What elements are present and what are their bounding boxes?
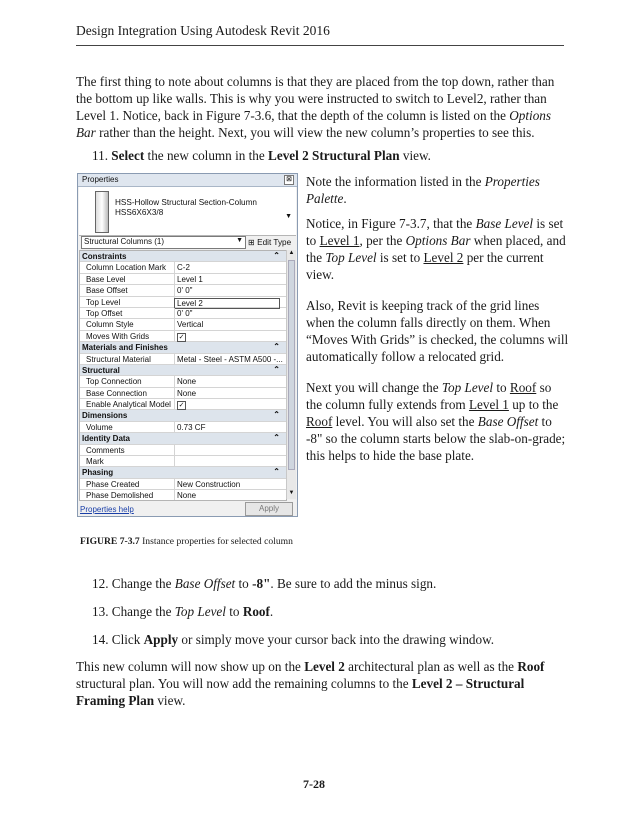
property-value[interactable]: Metal - Steel - ASTM A500 -...	[177, 354, 283, 364]
step-text: to	[225, 604, 243, 619]
property-value[interactable]: None	[177, 377, 197, 387]
side-note-3: Also, Revit is keeping track of the grid lines when the column falls directly on them. When “Moves With Grids” is checked, the columns will automatically follow a relocated grid.	[306, 298, 569, 364]
property-name: Base Level	[86, 274, 126, 284]
column-divider	[174, 445, 175, 455]
property-name: Structural Material	[86, 354, 151, 364]
outro-paragraph	[76, 658, 568, 709]
property-value[interactable]: 0' 0"	[177, 308, 193, 318]
column-divider	[174, 399, 175, 409]
side-text: when placed, and the	[306, 233, 566, 265]
caption-label: FIGURE 7-3.7	[80, 536, 140, 547]
side-italic: Top Level	[441, 380, 494, 395]
property-name: Moves With Grids	[86, 331, 150, 341]
step-number: 13.	[92, 604, 109, 619]
column-divider	[174, 388, 175, 398]
step-bold: Level 2 Structural Plan	[268, 148, 400, 163]
group-header[interactable]	[80, 467, 286, 478]
side-text: up to the	[508, 397, 559, 412]
side-text: , per the	[359, 233, 406, 248]
property-row[interactable]	[80, 490, 286, 501]
collapse-icon[interactable]: ⌃	[273, 364, 280, 374]
step-12	[92, 575, 436, 592]
column-divider	[174, 319, 175, 329]
collapse-icon[interactable]: ⌃	[273, 467, 280, 477]
step-text: Click	[111, 632, 144, 647]
side-italic: Base Offset	[477, 414, 539, 429]
property-name: Column Style	[86, 320, 134, 330]
group-header[interactable]	[80, 342, 286, 353]
property-name: Column Location Mark	[86, 263, 167, 273]
property-row[interactable]	[80, 445, 286, 456]
property-row[interactable]	[80, 354, 286, 365]
palette-title: Properties	[82, 175, 119, 184]
property-row[interactable]	[80, 285, 286, 296]
side-text: per the current view.	[306, 250, 544, 282]
column-divider	[174, 308, 175, 318]
side-text: to -8" so the column starts below the slab-on-grade; this helps to hide the base plate.	[306, 414, 566, 463]
close-icon[interactable]: ⊠	[284, 175, 294, 185]
property-row[interactable]	[80, 262, 286, 273]
property-name: Top Connection	[86, 377, 142, 387]
step-text: Change the	[111, 604, 175, 619]
group-name: Materials and Finishes	[82, 343, 168, 353]
property-row[interactable]	[80, 331, 286, 342]
column-divider	[174, 422, 175, 432]
apply-button[interactable]: Apply	[245, 502, 293, 516]
step-13	[92, 603, 273, 620]
property-name: Top Offset	[86, 308, 123, 318]
page-number: 7-28	[303, 777, 325, 791]
side-text: .	[343, 191, 347, 206]
property-row[interactable]	[80, 388, 286, 399]
property-name: Volume	[86, 422, 113, 432]
property-value[interactable]: 0' 0"	[177, 286, 193, 296]
column-thumbnail-icon	[95, 191, 109, 233]
side-text: Note the information listed in the	[306, 174, 485, 189]
column-divider	[174, 262, 175, 272]
side-underline: Level 2	[423, 250, 464, 265]
side-text: Notice, in Figure 7-3.7, that the	[306, 216, 476, 231]
scroll-up-icon[interactable]: ▲	[288, 250, 295, 256]
edit-type-button[interactable]	[248, 237, 291, 247]
outro-text: structural plan. You will now add the remaining columns to the	[76, 676, 412, 691]
property-row[interactable]	[80, 297, 286, 308]
property-row[interactable]	[80, 456, 286, 467]
step-text: . Be sure to add the minus sign.	[270, 576, 437, 591]
running-header: Design Integration Using Autodesk Revit 2016	[76, 23, 330, 38]
side-text: so the column fully extends from	[306, 380, 552, 412]
step-italic: Top Level	[174, 604, 226, 619]
side-note-4	[306, 379, 570, 464]
checkbox[interactable]: ✓	[178, 333, 185, 341]
type-name	[115, 198, 257, 218]
step-text: .	[269, 604, 274, 619]
property-value-field[interactable]: Level 2	[174, 298, 280, 309]
step-14	[92, 631, 494, 648]
side-underline: Level 1	[468, 397, 509, 412]
column-divider	[174, 456, 175, 466]
type-selector[interactable]	[79, 187, 296, 236]
outro-text: This new column will now show up on the	[76, 659, 305, 674]
property-row[interactable]	[80, 376, 286, 387]
properties-palette	[77, 173, 298, 517]
collapse-icon[interactable]: ⌃	[273, 251, 280, 260]
property-row[interactable]	[80, 479, 286, 490]
side-note-2	[306, 215, 570, 283]
property-row[interactable]	[80, 399, 286, 410]
intro-text-1: The first thing to note about columns is that they are placed from the top down, rather than the bottom up like walls. This is why you were instructed to switch to Level2, rather than Level 1. Notice, back in Figure 7-3.6, that the depth of the column is listed on the	[76, 74, 555, 123]
step-bold: Roof	[242, 604, 270, 619]
step-text: the new column in the	[144, 148, 269, 163]
side-text: Next you will change the	[306, 380, 442, 395]
outro-bold: Level 2	[304, 659, 345, 674]
side-text: is set to	[376, 250, 424, 265]
palette-title-bar	[78, 174, 297, 187]
property-value[interactable]: Vertical	[177, 320, 204, 330]
intro-text-2: rather than the height. Next, you will view the new column’s properties to see this.	[95, 125, 535, 140]
caption-text: Instance properties for selected column	[139, 536, 293, 547]
side-underline: Roof	[306, 414, 333, 429]
property-name: Enable Analytical Model	[86, 400, 171, 410]
outro-bold: Level 2 – Structural Framing Plan	[76, 676, 525, 708]
step-11	[92, 147, 431, 164]
side-underline: Roof	[509, 380, 537, 395]
edit-type-label: Edit Type	[257, 238, 292, 247]
property-name: Mark	[86, 457, 104, 467]
side-italic: Options Bar	[405, 233, 471, 248]
column-divider	[174, 274, 175, 284]
checkbox[interactable]: ✓	[178, 402, 185, 410]
step-text: Change the	[111, 576, 175, 591]
chevron-down-icon: ▼	[236, 237, 243, 244]
type-family: HSS-Hollow Structural Section-Column	[115, 198, 257, 207]
scroll-thumb[interactable]	[288, 260, 295, 470]
step-text: or simply move your cursor back into the drawing window.	[178, 632, 495, 647]
property-row[interactable]	[80, 308, 286, 319]
side-underline: Level 1	[319, 233, 360, 248]
property-name: Top Level	[86, 297, 121, 307]
type-size: HSS6X6X3/8	[115, 208, 164, 217]
outro-text: view.	[154, 693, 186, 708]
side-text: to	[493, 380, 510, 395]
property-value[interactable]: None	[177, 491, 197, 501]
step-text: to	[235, 576, 253, 591]
figure-caption	[80, 536, 293, 547]
step-bold: Apply	[143, 632, 179, 647]
side-italic: Base Level	[475, 216, 534, 231]
group-name: Identity Data	[82, 434, 131, 444]
side-italic: Properties Palette	[306, 174, 540, 206]
column-divider	[174, 376, 175, 386]
column-divider	[174, 490, 175, 500]
side-italic: Top Level	[325, 250, 377, 265]
collapse-icon[interactable]: ⌃	[273, 433, 280, 443]
group-name: Structural	[82, 365, 120, 375]
property-row[interactable]	[80, 422, 286, 433]
category-filter-value: Structural Columns (1)	[84, 237, 165, 246]
step-italic: Base Offset	[174, 576, 236, 591]
step-bold: -8"	[252, 576, 271, 591]
step-number: 11.	[92, 148, 108, 163]
scrollbar[interactable]	[286, 250, 296, 499]
property-grid	[79, 250, 287, 501]
property-name: Phase Demolished	[86, 491, 154, 501]
category-filter-dropdown[interactable]	[81, 236, 246, 249]
group-name: Constraints	[82, 252, 127, 261]
side-text: level. You will also set the	[332, 414, 478, 429]
chevron-down-icon[interactable]: ▼	[285, 213, 292, 220]
scroll-down-icon[interactable]: ▼	[288, 490, 295, 496]
collapse-icon[interactable]: ⌃	[273, 410, 280, 420]
group-header[interactable]	[80, 365, 286, 376]
intro-italic: Options Bar	[76, 108, 552, 140]
column-divider	[174, 331, 175, 341]
property-name: Comments	[86, 445, 125, 455]
properties-help-link[interactable]: Properties help	[80, 505, 134, 514]
property-row[interactable]	[80, 319, 286, 330]
property-name: Phase Created	[86, 479, 140, 489]
group-name: Dimensions	[82, 411, 128, 421]
column-divider	[174, 285, 175, 295]
header-rule	[76, 45, 564, 46]
group-header[interactable]	[80, 433, 286, 444]
column-divider	[174, 354, 175, 364]
property-value[interactable]: C-2	[177, 263, 190, 273]
step-text: view.	[399, 148, 431, 163]
property-value[interactable]: New Construction	[177, 479, 241, 489]
collapse-icon[interactable]: ⌃	[273, 342, 280, 352]
column-divider	[174, 479, 175, 489]
outro-bold: Roof	[517, 659, 545, 674]
edit-type-icon: ⊞	[248, 238, 255, 247]
property-value[interactable]: Level 1	[177, 274, 203, 284]
property-name: Base Connection	[86, 388, 147, 398]
group-name: Phasing	[82, 468, 114, 478]
property-row[interactable]	[80, 274, 286, 285]
group-header[interactable]	[80, 251, 286, 262]
step-number: 14.	[92, 632, 109, 647]
step-bold: Select	[111, 148, 145, 163]
side-text: is set to	[306, 216, 564, 248]
property-value[interactable]: None	[177, 388, 197, 398]
side-note-1	[306, 173, 570, 207]
intro-paragraph	[76, 73, 568, 141]
group-header[interactable]	[80, 410, 286, 421]
step-number: 12.	[92, 576, 109, 591]
property-value[interactable]: 0.73 CF	[177, 422, 206, 432]
outro-text: architectural plan as well as the	[344, 659, 518, 674]
property-name: Base Offset	[86, 286, 128, 296]
